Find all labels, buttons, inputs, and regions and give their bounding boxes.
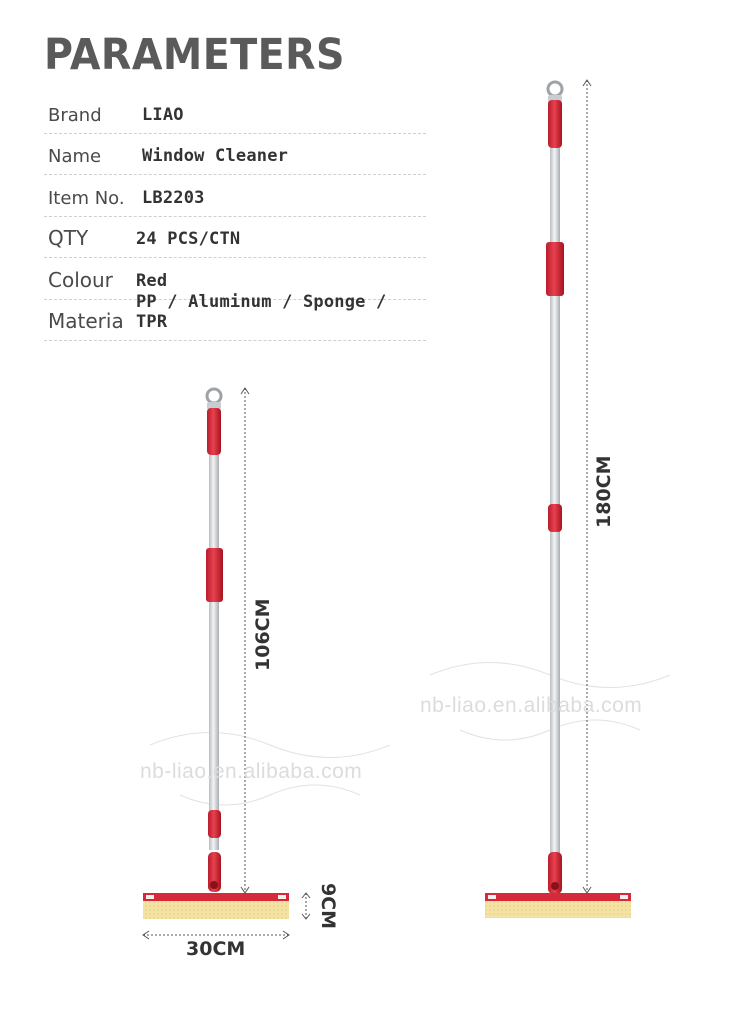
height-dimension-long: [583, 80, 591, 893]
head-height-label: 9CM: [317, 882, 339, 930]
param-key: QTY: [48, 226, 89, 250]
param-value: Window Cleaner: [142, 146, 289, 166]
param-key: Item No.: [48, 187, 125, 209]
param-value: LB2203: [142, 187, 205, 208]
watermark-text: nb-liao.en.alibaba.com: [140, 760, 363, 783]
param-value: PP / Aluminum / Sponge / TPR: [136, 292, 387, 332]
head-width-label: 30CM: [186, 938, 246, 960]
param-value: Red: [136, 270, 168, 291]
watermark-text: nb-liao.en.alibaba.com: [420, 694, 643, 717]
long-height-label: 180CM: [593, 455, 615, 528]
head-height-dimension: [302, 893, 310, 919]
height-dimension-short: [241, 388, 249, 893]
param-key: Colour: [48, 267, 113, 292]
param-key: Brand: [48, 104, 102, 126]
page-title: PARAMETERS: [44, 30, 346, 80]
param-key: Name: [48, 146, 102, 167]
short-height-label: 106CM: [252, 598, 274, 671]
param-value: 24 PCS/CTN: [136, 229, 241, 249]
param-value: LIAO: [142, 104, 184, 125]
param-key: Materia: [48, 309, 124, 333]
